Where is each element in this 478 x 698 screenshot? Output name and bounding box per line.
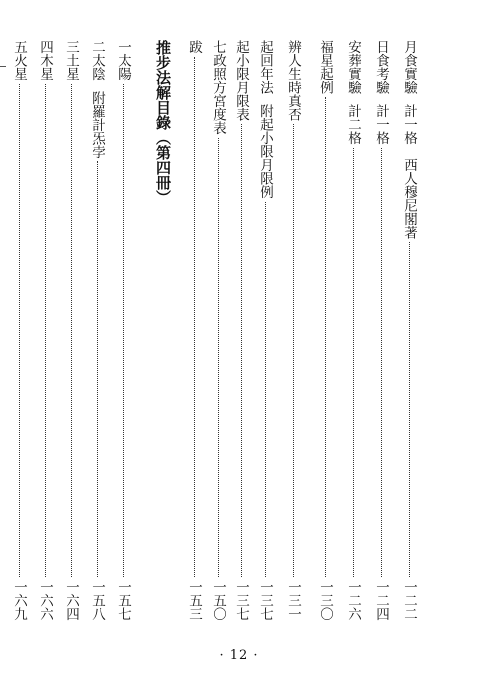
toc-entry-page: 一六六: [37, 579, 53, 620]
dot-leader: [19, 84, 20, 577]
section-heading-text: 推步法解目錄（第四冊）: [154, 40, 172, 205]
toc-entry-page: 一三七: [257, 579, 273, 620]
dot-leader: [71, 84, 72, 577]
toc-entry: [398, 40, 420, 620]
dot-leader: [293, 124, 294, 577]
dot-leader: [194, 57, 195, 577]
section-heading: [152, 40, 174, 620]
dot-leader: [353, 148, 354, 577]
toc-entry-title: 起小限月限表: [233, 40, 249, 121]
toc-entry-note: 計一格: [373, 104, 389, 145]
toc-entry-note: 附起小限月限例: [257, 104, 273, 199]
toc-entry-note: 附羅計炁孛: [89, 90, 105, 158]
dot-leader: [123, 84, 124, 577]
toc-entry: [230, 40, 252, 620]
dot-leader: [381, 148, 382, 577]
dot-leader: [97, 161, 98, 577]
toc-entry-title: 五火星: [11, 40, 27, 81]
toc-entry-page: 一二二: [401, 579, 417, 620]
dot-leader: [325, 97, 326, 577]
toc-entry-title: 福星起例: [317, 40, 333, 94]
toc-entry-page: 一六四: [63, 579, 79, 620]
dot-leader: [218, 138, 219, 577]
toc-entry: [112, 40, 134, 620]
toc-entry: [207, 40, 229, 620]
toc-entry-title: 四木星: [37, 40, 53, 81]
page-edge-mark: [0, 66, 6, 67]
dot-leader: [45, 84, 46, 577]
dot-leader: [241, 124, 242, 577]
toc-entry-title: 一太陽: [115, 40, 131, 81]
toc-entry-title: 起回年法: [257, 40, 273, 94]
toc-entry-page: 一三七: [233, 579, 249, 620]
toc-entry: [86, 40, 108, 620]
toc-entry-page: 一六九: [11, 579, 27, 620]
toc-entry-title: 月食實驗: [401, 40, 417, 94]
toc-entry: [34, 40, 56, 620]
toc-entry: [370, 40, 392, 620]
page-number: · 12 ·: [219, 648, 259, 663]
toc-entry-page: 一五八: [89, 579, 105, 620]
toc-entry-page: 一五七: [115, 579, 131, 620]
toc-entry: [8, 40, 30, 620]
toc-entry: [60, 40, 82, 620]
toc-entry: [282, 40, 304, 620]
toc-entry-page: 一五〇: [210, 579, 226, 620]
toc-entry-note: 計二格: [345, 104, 361, 145]
toc-entry-title: 七政照方宮度表: [210, 40, 226, 135]
toc-entry-title: 二太陰: [89, 40, 105, 81]
toc-entry-title: 安葬實驗: [345, 40, 361, 94]
dot-leader: [409, 242, 410, 577]
toc-entry-page: 一五三: [186, 579, 202, 620]
toc-entry-title: 跋: [186, 40, 202, 54]
toc-entry-page: 一二六: [345, 579, 361, 620]
toc-entry-title: 辨人生時真否: [285, 40, 301, 121]
toc-entry: [254, 40, 276, 620]
toc-entry: [314, 40, 336, 620]
toc-entry: [183, 40, 205, 620]
toc-entry-page: 一三一: [285, 579, 301, 620]
toc-entry-note: 計一格 西人穆尼閣著: [401, 104, 417, 239]
toc-entry-title: 日食考驗: [373, 40, 389, 94]
toc-entry-page: 一二四: [373, 579, 389, 620]
toc-entry: [342, 40, 364, 620]
dot-leader: [265, 202, 266, 577]
toc-entry-page: 一三〇: [317, 579, 333, 620]
toc-entry-title: 三土星: [63, 40, 79, 81]
